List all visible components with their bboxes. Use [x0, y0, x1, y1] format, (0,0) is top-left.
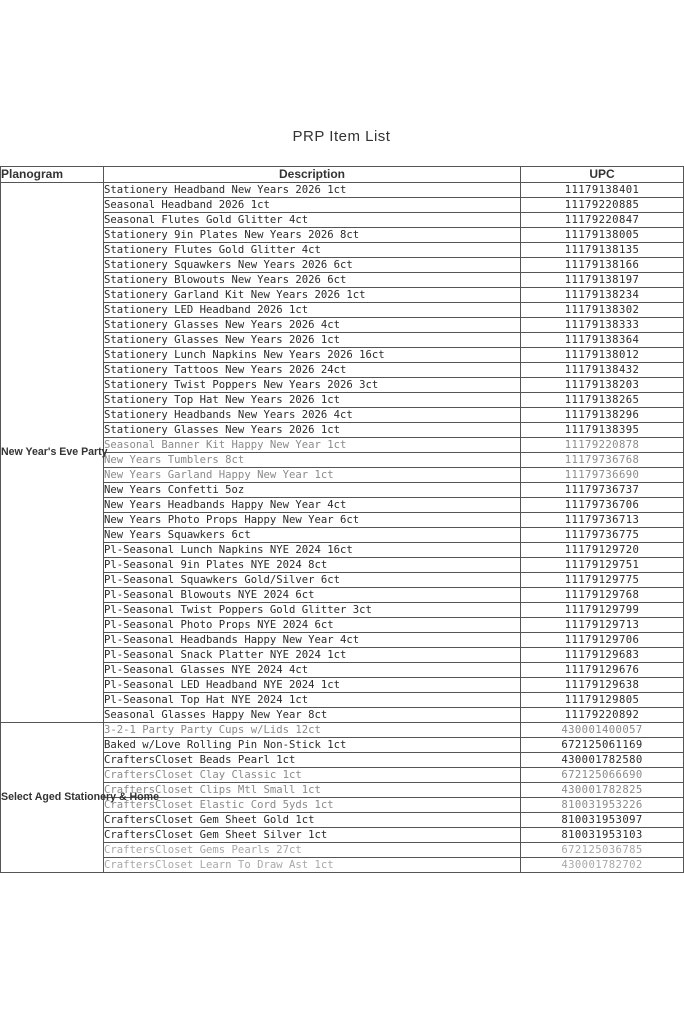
upc-cell: 11179736713	[521, 513, 684, 528]
table-row	[1, 228, 684, 243]
table-row	[1, 813, 684, 828]
description-cell: Pl-Seasonal Snack Platter NYE 2024 1ct	[104, 648, 521, 663]
upc-cell: 11179736690	[521, 468, 684, 483]
upc-cell: 810031953097	[521, 813, 684, 828]
upc-cell: 11179129805	[521, 693, 684, 708]
table-row	[1, 663, 684, 678]
description-cell: Pl-Seasonal Headbands Happy New Year 4ct	[104, 633, 521, 648]
table-row	[1, 468, 684, 483]
upc-cell: 11179129775	[521, 573, 684, 588]
upc-cell: 11179138401	[521, 183, 684, 198]
upc-cell: 430001782825	[521, 783, 684, 798]
description-cell: Stationery Glasses New Years 2026 4ct	[104, 318, 521, 333]
upc-cell: 672125061169	[521, 738, 684, 753]
table-row	[1, 303, 684, 318]
description-cell: CraftersCloset Clay Classic 1ct	[104, 768, 521, 783]
table-row	[1, 483, 684, 498]
upc-cell: 11179138302	[521, 303, 684, 318]
upc-cell: 810031953226	[521, 798, 684, 813]
description-cell: Seasonal Headband 2026 1ct	[104, 198, 521, 213]
upc-cell: 11179129676	[521, 663, 684, 678]
table-row	[1, 843, 684, 858]
upc-cell: 11179129683	[521, 648, 684, 663]
upc-cell: 11179129706	[521, 633, 684, 648]
description-cell: Pl-Seasonal Lunch Napkins NYE 2024 16ct	[104, 543, 521, 558]
planogram-header: Planogram	[1, 167, 104, 183]
description-cell: CraftersCloset Beads Pearl 1ct	[104, 753, 521, 768]
table-row	[1, 648, 684, 663]
table-row	[1, 378, 684, 393]
upc-cell: 11179736737	[521, 483, 684, 498]
upc-cell: 810031953103	[521, 828, 684, 843]
table-row	[1, 333, 684, 348]
planogram-cell: New Year's Eve Party	[1, 183, 104, 723]
description-cell: Stationery Tattoos New Years 2026 24ct	[104, 363, 521, 378]
description-cell: CraftersCloset Elastic Cord 5yds 1ct	[104, 798, 521, 813]
description-cell: Stationery 9in Plates New Years 2026 8ct	[104, 228, 521, 243]
upc-cell: 672125036785	[521, 843, 684, 858]
description-cell: Baked w/Love Rolling Pin Non-Stick 1ct	[104, 738, 521, 753]
upc-cell: 11179138197	[521, 273, 684, 288]
upc-cell: 11179220892	[521, 708, 684, 723]
table-row	[1, 693, 684, 708]
description-cell: Stationery Garland Kit New Years 2026 1ct	[104, 288, 521, 303]
table-row	[1, 618, 684, 633]
table-row	[1, 633, 684, 648]
upc-cell: 430001782580	[521, 753, 684, 768]
table-row	[1, 603, 684, 618]
table-row	[1, 243, 684, 258]
description-cell: New Years Confetti 5oz	[104, 483, 521, 498]
description-cell: Pl-Seasonal 9in Plates NYE 2024 8ct	[104, 558, 521, 573]
upc-cell: 430001400057	[521, 723, 684, 738]
description-cell: Pl-Seasonal Top Hat NYE 2024 1ct	[104, 693, 521, 708]
table-row	[1, 258, 684, 273]
description-cell: Stationery Blowouts New Years 2026 6ct	[104, 273, 521, 288]
upc-cell: 11179220878	[521, 438, 684, 453]
table-row	[1, 348, 684, 363]
table-row	[1, 828, 684, 843]
upc-cell: 11179129638	[521, 678, 684, 693]
table-row	[1, 363, 684, 378]
description-cell: Pl-Seasonal Glasses NYE 2024 4ct	[104, 663, 521, 678]
table-row	[1, 423, 684, 438]
upc-cell: 11179138005	[521, 228, 684, 243]
description-cell: CraftersCloset Gem Sheet Silver 1ct	[104, 828, 521, 843]
description-cell: CraftersCloset Gem Sheet Gold 1ct	[104, 813, 521, 828]
table-row	[1, 678, 684, 693]
upc-cell: 11179129799	[521, 603, 684, 618]
table-row	[1, 498, 684, 513]
description-cell: Seasonal Glasses Happy New Year 8ct	[104, 708, 521, 723]
page-title: PRP Item List	[292, 128, 391, 145]
description-cell: Stationery Headband New Years 2026 1ct	[104, 183, 521, 198]
description-cell: Stationery Twist Poppers New Years 2026 3ct	[104, 378, 521, 393]
upc-cell: 11179138234	[521, 288, 684, 303]
description-cell: New Years Photo Props Happy New Year 6ct	[104, 513, 521, 528]
upc-cell: 11179736775	[521, 528, 684, 543]
description-cell: Stationery Glasses New Years 2026 1ct	[104, 333, 521, 348]
table-row	[1, 573, 684, 588]
table-row	[1, 288, 684, 303]
upc-cell: 11179138333	[521, 318, 684, 333]
table-row	[1, 198, 684, 213]
upc-cell: 11179129768	[521, 588, 684, 603]
description-header: Description	[104, 167, 521, 183]
table-row	[1, 558, 684, 573]
description-cell: New Years Headbands Happy New Year 4ct	[104, 498, 521, 513]
description-cell: New Years Garland Happy New Year 1ct	[104, 468, 521, 483]
upc-cell: 11179129713	[521, 618, 684, 633]
table-row	[1, 183, 684, 198]
table-row	[1, 543, 684, 558]
upc-cell: 11179736706	[521, 498, 684, 513]
header-row	[1, 167, 684, 183]
table-row	[1, 768, 684, 783]
upc-cell: 11179138432	[521, 363, 684, 378]
description-cell: Seasonal Flutes Gold Glitter 4ct	[104, 213, 521, 228]
description-cell: New Years Squawkers 6ct	[104, 528, 521, 543]
description-cell: Stationery Top Hat New Years 2026 1ct	[104, 393, 521, 408]
table-row	[1, 858, 684, 873]
description-cell: Pl-Seasonal Photo Props NYE 2024 6ct	[104, 618, 521, 633]
description-cell: Pl-Seasonal Blowouts NYE 2024 6ct	[104, 588, 521, 603]
description-cell: Pl-Seasonal LED Headband NYE 2024 1ct	[104, 678, 521, 693]
planogram-cell: Select Aged Stationery & Home	[1, 723, 104, 873]
table-row	[1, 408, 684, 423]
table-row	[1, 753, 684, 768]
upc-cell: 11179138364	[521, 333, 684, 348]
upc-cell: 672125066690	[521, 768, 684, 783]
description-cell: Stationery Lunch Napkins New Years 2026 16ct	[104, 348, 521, 363]
description-cell: Seasonal Banner Kit Happy New Year 1ct	[104, 438, 521, 453]
upc-cell: 11179138135	[521, 243, 684, 258]
table-row	[1, 588, 684, 603]
upc-cell: 11179138296	[521, 408, 684, 423]
upc-cell: 11179138203	[521, 378, 684, 393]
description-cell: New Years Tumblers 8ct	[104, 453, 521, 468]
description-cell: 3-2-1 Party Party Cups w/Lids 12ct	[104, 723, 521, 738]
upc-cell: 11179129751	[521, 558, 684, 573]
description-cell: Stationery Headbands New Years 2026 4ct	[104, 408, 521, 423]
upc-cell: 11179736768	[521, 453, 684, 468]
table-body	[1, 183, 684, 873]
table-row	[1, 318, 684, 333]
table-row	[1, 738, 684, 753]
description-cell: CraftersCloset Clips Mtl Small 1ct	[104, 783, 521, 798]
upc-cell: 11179220847	[521, 213, 684, 228]
description-cell: Stationery Squawkers New Years 2026 6ct	[104, 258, 521, 273]
table-row	[1, 513, 684, 528]
item-table	[0, 166, 684, 873]
table-row	[1, 393, 684, 408]
table-row	[1, 528, 684, 543]
upc-header: UPC	[521, 167, 684, 183]
description-cell: CraftersCloset Learn To Draw Ast 1ct	[104, 858, 521, 873]
upc-cell: 11179138395	[521, 423, 684, 438]
upc-cell: 11179138012	[521, 348, 684, 363]
description-cell: CraftersCloset Gems Pearls 27ct	[104, 843, 521, 858]
table-row	[1, 273, 684, 288]
description-cell: Stationery Flutes Gold Glitter 4ct	[104, 243, 521, 258]
description-cell: Pl-Seasonal Twist Poppers Gold Glitter 3ct	[104, 603, 521, 618]
description-cell: Pl-Seasonal Squawkers Gold/Silver 6ct	[104, 573, 521, 588]
description-cell: Stationery LED Headband 2026 1ct	[104, 303, 521, 318]
upc-cell: 11179129720	[521, 543, 684, 558]
table-row	[1, 213, 684, 228]
table-row	[1, 723, 684, 738]
upc-cell: 11179138265	[521, 393, 684, 408]
upc-cell: 430001782702	[521, 858, 684, 873]
upc-cell: 11179220885	[521, 198, 684, 213]
table-row	[1, 708, 684, 723]
description-cell: Stationery Glasses New Years 2026 1ct	[104, 423, 521, 438]
upc-cell: 11179138166	[521, 258, 684, 273]
